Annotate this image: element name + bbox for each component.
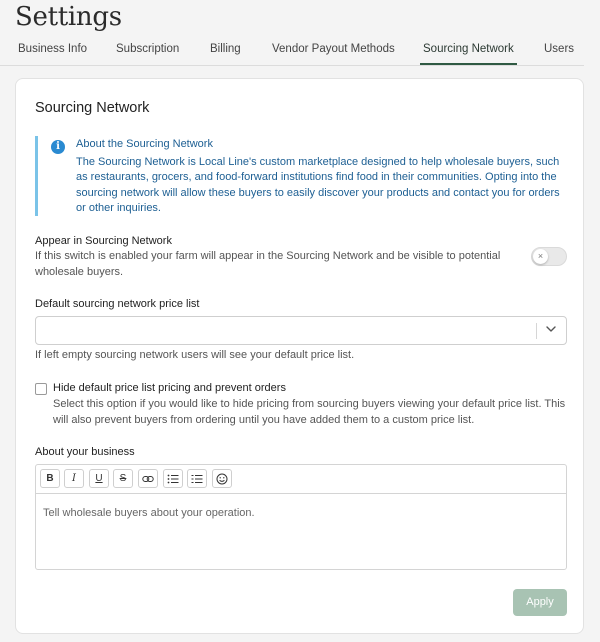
appear-toggle[interactable]: [531, 247, 567, 266]
hide-pricing-help: Select this option if you would like to hide pricing from sourcing buyers viewing your default price list. This will also prevent buyers from ordering until you have added them to a custom price list.: [53, 398, 566, 426]
select-divider: [536, 323, 537, 339]
active-tab-indicator: [420, 63, 517, 65]
italic-button[interactable]: I: [64, 469, 84, 488]
price-list-label: Default sourcing network price list: [35, 298, 200, 310]
info-callout: [35, 136, 566, 216]
emoji-button[interactable]: [212, 469, 232, 488]
about-label: About your business: [35, 446, 135, 458]
bullet-list-button[interactable]: [187, 469, 207, 488]
strikethrough-button[interactable]: S: [113, 469, 133, 488]
tab-vendor-payout-methods[interactable]: Vendor Payout Methods: [272, 43, 395, 55]
settings-tabs: [0, 40, 584, 66]
page-title: Settings: [15, 2, 122, 32]
sourcing-network-card: [15, 78, 584, 634]
price-list-help: If left empty sourcing network users will see your default price list.: [35, 349, 355, 361]
underline-button[interactable]: U: [89, 469, 109, 488]
appear-label: Appear in Sourcing Network: [35, 235, 172, 247]
tab-subscription[interactable]: Subscription: [116, 43, 180, 55]
info-circle-icon: i: [51, 140, 65, 154]
price-list-select[interactable]: [35, 316, 567, 345]
bold-button[interactable]: B: [40, 469, 60, 488]
link-icon: [142, 474, 154, 484]
section-title: Sourcing Network: [35, 100, 150, 116]
toggle-knob-x-icon: ×: [533, 249, 548, 264]
apply-button[interactable]: Apply: [513, 589, 567, 616]
chevron-down-icon: [545, 323, 557, 335]
ordered-list-button[interactable]: [163, 469, 183, 488]
tab-users[interactable]: Users: [544, 43, 575, 55]
tab-sourcing-network[interactable]: Sourcing Network: [423, 43, 514, 55]
info-text: The Sourcing Network is Local Line's custom marketplace designed to help wholesale buyers, such as restaurants, grocers, and food-forward institutions find food in their communities. Opting into the sourcing network will allow these buyers to easily discover your products and contact you for orders or other inquiries.: [76, 156, 560, 215]
hide-pricing-label: Hide default price list pricing and prevent orders: [53, 382, 286, 394]
tab-business-info[interactable]: Business Info: [18, 43, 88, 55]
info-title: About the Sourcing Network: [76, 138, 213, 150]
about-editor-placeholder: Tell wholesale buyers about your operation.: [43, 507, 255, 519]
emoji-icon: [216, 473, 228, 485]
appear-help: If this switch is enabled your farm will appear in the Sourcing Network and be visible to potential wholesale buyers.: [35, 250, 501, 278]
hide-pricing-checkbox[interactable]: [35, 383, 47, 395]
tab-billing[interactable]: Billing: [210, 43, 241, 55]
about-editor[interactable]: [35, 464, 567, 570]
bullet-list-icon: [191, 474, 203, 484]
link-button[interactable]: [138, 469, 158, 488]
editor-toolbar: [36, 465, 566, 494]
ordered-list-icon: [167, 474, 179, 484]
